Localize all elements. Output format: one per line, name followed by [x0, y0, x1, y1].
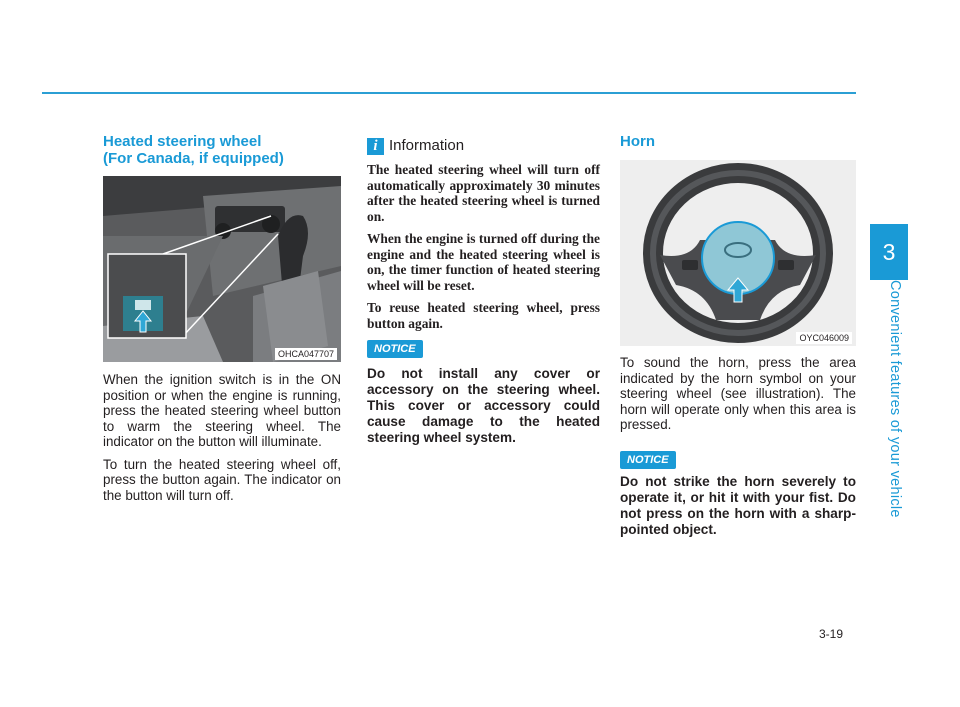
notice-body [620, 474, 856, 538]
notice-badge [620, 450, 676, 469]
notice-text: Do not strike the horn severely to operate it, or hit it with your fist. Do not press on the horn with a sharp-pointed object. [620, 474, 856, 537]
chapter-title: Convenient features of your vehicle [887, 280, 903, 518]
info-icon: i [367, 138, 384, 155]
image-caption: OYC046009 [796, 332, 852, 344]
heated-wheel-body [103, 372, 341, 510]
notice-badge [367, 339, 423, 358]
heading: Horn [620, 133, 655, 150]
info-paragraph: The heated steering wheel will turn off automatically approximately 30 minutes after the heated steering wheel is turned on. [367, 162, 600, 224]
notice-label: NOTICE [620, 451, 676, 469]
info-title: Information [389, 137, 465, 154]
notice-label: NOTICE [367, 340, 423, 358]
info-paragraph: To reuse heated steering wheel, press button again. [367, 300, 600, 331]
horn-heading [620, 133, 856, 150]
horn-body [620, 355, 856, 440]
page-number: 3-19 [819, 627, 844, 641]
notice-body [367, 366, 600, 446]
heated-wheel-heading [103, 133, 341, 167]
heading-line-1: Heated steering wheel [103, 133, 262, 150]
paragraph: When the ignition switch is in the ON position or when the engine is running, press the heated steering wheel button to warm the steering wheel. The indicator on the button will illuminate. [103, 372, 341, 449]
top-rule [42, 92, 856, 94]
paragraph: To turn the heated steering wheel off, press the button again. The indicator on the button will turn off. [103, 456, 341, 503]
image-caption: OHCA047707 [275, 348, 337, 360]
paragraph: To sound the horn, press the area indicated by the horn symbol on your steering wheel (see illustration). The horn will operate only when this area is pressed. [620, 355, 856, 432]
info-body [367, 162, 600, 338]
steering-wheel-image [620, 160, 856, 346]
notice-text: Do not install any cover or accessory on the steering wheel. This cover or accessory could cause damage to the heated steering wheel system. [367, 366, 600, 445]
heated-wheel-illustration [103, 176, 341, 362]
horn-illustration [620, 160, 856, 346]
heading-line-2: (For Canada, if equipped) [103, 150, 284, 167]
chapter-number: 3 [882, 239, 896, 265]
center-console-image [103, 176, 341, 362]
info-paragraph: When the engine is turned off during the engine and the heated steering wheel is on, the timer function of heated steering wheel will be reset. [367, 231, 600, 293]
chapter-tab [870, 224, 908, 280]
